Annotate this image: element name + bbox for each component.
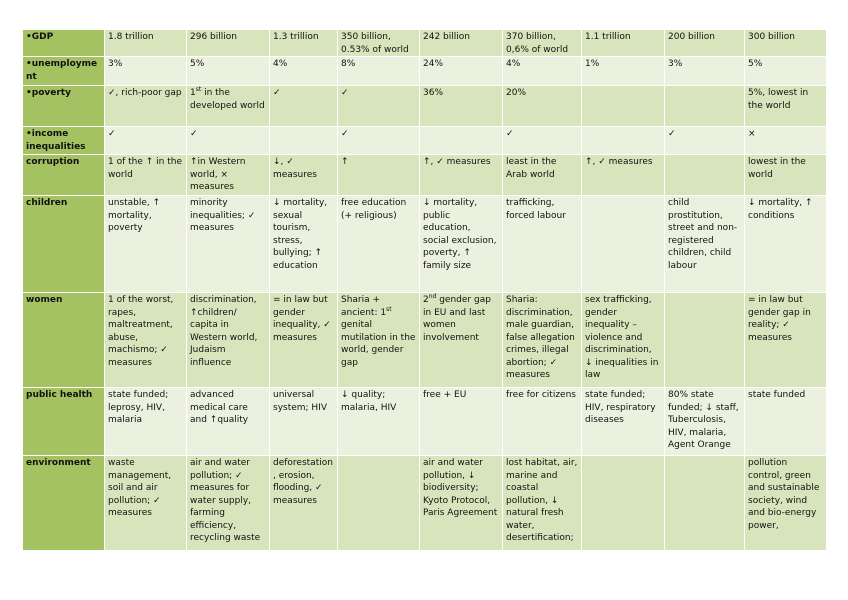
table-cell: 1st in the developed world <box>187 86 269 126</box>
table-row <box>23 388 826 455</box>
table-cell: 1.3 trillion <box>270 30 337 56</box>
table-cell: lowest in the world <box>745 155 826 195</box>
table-cell: = in law but gender gap in reality; ✓ measures <box>745 293 826 387</box>
row-label: corruption <box>23 155 104 195</box>
table-cell: ✓ <box>665 127 744 154</box>
table-cell: 2nd gender gap in EU and last women involvement <box>420 293 502 387</box>
table-cell: 24% <box>420 57 502 85</box>
table-cell: ↑in Western world, × measures <box>187 155 269 195</box>
table-cell <box>420 127 502 154</box>
table-cell: unstable, ↑ mortality, poverty <box>105 196 186 292</box>
table-cell: 4% <box>270 57 337 85</box>
table-cell: 80% state funded; ↓ staff, Tuberculosis, HIV, malaria, Agent Orange <box>665 388 744 455</box>
table-cell: × <box>745 127 826 154</box>
table-cell: ↓ mortality, public education, social exclusion, poverty, ↑ family size <box>420 196 502 292</box>
table-cell: trafficking, forced labour <box>503 196 581 292</box>
table-cell: 20% <box>503 86 581 126</box>
table-cell <box>270 127 337 154</box>
table-cell: universal system; HIV <box>270 388 337 455</box>
row-label: public health <box>23 388 104 455</box>
table-cell: 4% <box>503 57 581 85</box>
table-cell: air and water pollution, ↓ biodiversity; Kyoto Protocol, Paris Agreement <box>420 456 502 550</box>
table-cell <box>665 293 744 387</box>
table-cell: 296 billion <box>187 30 269 56</box>
table-cell: 5% <box>187 57 269 85</box>
table-cell: child prostitution, street and non-registered children, child labour <box>665 196 744 292</box>
table-cell: 3% <box>105 57 186 85</box>
table-cell: ↓ quality; malaria, HIV <box>338 388 419 455</box>
table-row <box>23 57 826 85</box>
table-cell: 1 of the worst, rapes, maltreatment, abuse, machismo; ✓ measures <box>105 293 186 387</box>
table-cell: = in law but gender inequality, ✓ measures <box>270 293 337 387</box>
table-cell: minority inequalities; ✓ measures <box>187 196 269 292</box>
table-cell: Sharia: discrimination, male guardian, false allegation crimes, illegal abortion; ✓ measures <box>503 293 581 387</box>
table-cell: 300 billion <box>745 30 826 56</box>
table-cell: least in the Arab world <box>503 155 581 195</box>
table-cell: 370 billion, 0,6% of world <box>503 30 581 56</box>
table-cell: 1% <box>582 57 664 85</box>
table-row <box>23 196 826 292</box>
table-cell: ↑ <box>338 155 419 195</box>
table-cell: Sharia + ancient: 1st genital mutilation in the world, gender gap <box>338 293 419 387</box>
table-cell: ↓, ✓ measures <box>270 155 337 195</box>
table-cell <box>338 456 419 550</box>
row-label: women <box>23 293 104 387</box>
table-cell: state funded <box>745 388 826 455</box>
table-cell: 1.1 trillion <box>582 30 664 56</box>
table-cell <box>665 86 744 126</box>
table-cell: ✓ <box>270 86 337 126</box>
table-cell <box>665 155 744 195</box>
table-cell: ✓ <box>503 127 581 154</box>
table-body <box>23 30 826 550</box>
row-label: environment <box>23 456 104 550</box>
table-cell: advanced medical care and ↑quality <box>187 388 269 455</box>
table-cell: 1.8 trillion <box>105 30 186 56</box>
table-cell: 8% <box>338 57 419 85</box>
table-row <box>23 86 826 126</box>
table-row <box>23 155 826 195</box>
table-cell: ↑, ✓ measures <box>420 155 502 195</box>
table-row <box>23 293 826 387</box>
table-row <box>23 30 826 56</box>
table-cell: pollution control, green and sustainable society, wind and bio-energy power, <box>745 456 826 550</box>
table-cell: discrimination, ↑children/ capita in Western world, Judaism influence <box>187 293 269 387</box>
table-cell <box>582 127 664 154</box>
row-label: • poverty <box>23 86 104 126</box>
table-cell <box>665 456 744 550</box>
table-cell: 3% <box>665 57 744 85</box>
table-cell: ↓ mortality, sexual tourism, stress, bullying; ↑ education <box>270 196 337 292</box>
comparison-table <box>22 29 827 551</box>
row-label: • unemployment <box>23 57 104 85</box>
table-cell: lost habitat, air, marine and coastal pollution, ↓ natural fresh water, desertification; <box>503 456 581 550</box>
table-cell: deforestation, erosion, flooding, ✓ measures <box>270 456 337 550</box>
table-cell: ↑, ✓ measures <box>582 155 664 195</box>
table-cell: waste management, soil and air pollution; ✓ measures <box>105 456 186 550</box>
table-cell: free + EU <box>420 388 502 455</box>
table-cell: state funded; HIV, respiratory diseases <box>582 388 664 455</box>
row-label: children <box>23 196 104 292</box>
table-cell: ↓ mortality, ↑ conditions <box>745 196 826 292</box>
table-row <box>23 127 826 154</box>
table-cell: ✓ <box>338 127 419 154</box>
table-cell: free education (+ religious) <box>338 196 419 292</box>
table-cell: 5% <box>745 57 826 85</box>
table-cell: air and water pollution; ✓ measures for water supply, farming efficiency, recycling waste <box>187 456 269 550</box>
table-cell: 5%, lowest in the world <box>745 86 826 126</box>
table-cell: sex trafficking, gender inequality – violence and discrimination, ↓ inequalities in law <box>582 293 664 387</box>
table-cell: 1 of the ↑ in the world <box>105 155 186 195</box>
table-row <box>23 456 826 550</box>
table-cell <box>582 456 664 550</box>
table-cell: 242 billion <box>420 30 502 56</box>
table-cell <box>582 86 664 126</box>
table-cell <box>582 196 664 292</box>
table-cell: 36% <box>420 86 502 126</box>
table-cell: ✓ <box>338 86 419 126</box>
table-cell: 350 billion, 0.53% of world <box>338 30 419 56</box>
row-label: • income inequalities <box>23 127 104 154</box>
row-label: • GDP <box>23 30 104 56</box>
table-cell: ✓ <box>187 127 269 154</box>
table-cell: 200 billion <box>665 30 744 56</box>
table-cell: ✓ <box>105 127 186 154</box>
table-cell: state funded; leprosy, HIV, malaria <box>105 388 186 455</box>
table-cell: free for citizens <box>503 388 581 455</box>
table-cell: ✓, rich-poor gap <box>105 86 186 126</box>
